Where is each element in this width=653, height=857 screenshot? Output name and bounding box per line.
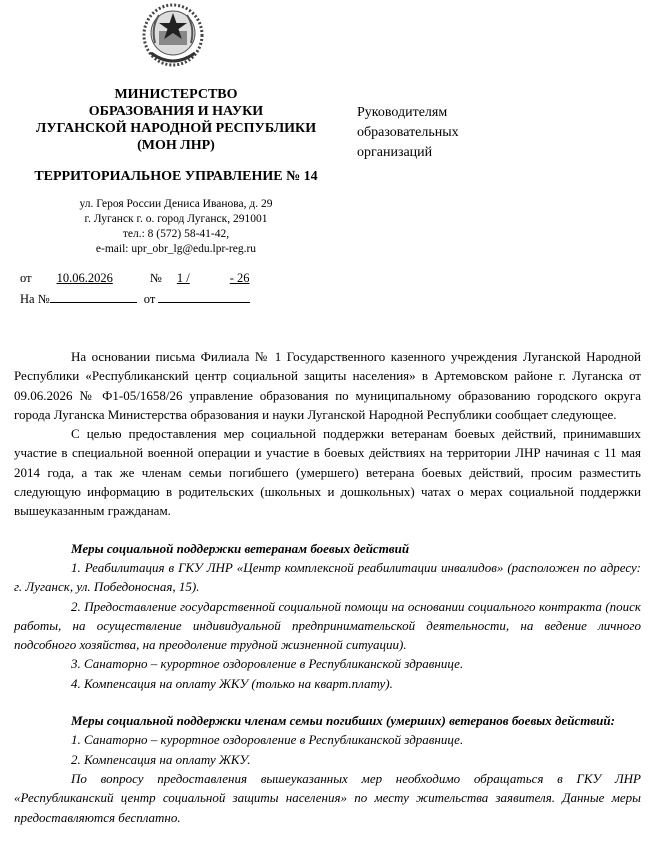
letter-body: [14, 347, 641, 827]
ministry-line: ОБРАЗОВАНИЯ И НАУКИ: [88, 104, 264, 119]
number-label: №: [149, 271, 162, 285]
closing-paragraph: По вопросу предоставления вышеуказанных мер необходимо обращаться в ГКУ ЛНР «Республиканский центр социальной защиты населения» по месту жительства заявителя. Данные меры предоставляются бесплатно.: [14, 770, 641, 825]
address-block: [0, 197, 352, 257]
address-line: ул. Героя России Дениса Иванова, д. 29: [79, 198, 273, 210]
ministry-line: МИНИСТЕРСТВО: [114, 87, 238, 102]
outgoing-reference: [20, 268, 263, 288]
ministry-line: ЛУГАНСКОЙ НАРОДНОЙ РЕСПУБЛИКИ: [35, 121, 317, 136]
from-label: от: [20, 271, 32, 285]
veterans-item: 2. Предоставление государственной социальной помощи на основании социального контракта (поиск работы, на осуществление индивидуальной предпринимательской деятельности, на ведение личного подсобного хозяйства, на преодоление трудной жизненной ситуации).: [14, 598, 641, 653]
incoming-reference: [20, 289, 250, 309]
recipient-line: Руководителям: [357, 105, 448, 120]
paragraph-purpose: С целью предоставления мер социальной поддержки ветеранам боевых действий, принимавших участие в специальной военной операции и участие в боевых действиях на территории ЛНР начиная с 11 мая 2014 года, а так же членам семьи погибшего (умершего) ветерана боевых действий, просим разместить следующую информацию в родительских (школьных и дошкольных) чатах о мерах социальной поддержки вышеуказанным гражданам.: [14, 426, 641, 519]
reply-from-label: от: [143, 292, 156, 306]
veterans-item: 3. Санаторно – курортное оздоровление в Республиканской здравнице.: [71, 656, 464, 672]
ministry-line: (МОН ЛНР): [137, 138, 215, 153]
recipient-block: [357, 103, 459, 163]
recipient-line: организаций: [357, 145, 433, 160]
reply-label: На №: [20, 292, 50, 306]
address-line: г. Луганск г. о. город Луганск, 291001: [84, 213, 268, 225]
reply-date-blank: [158, 290, 250, 303]
veterans-heading: Меры социальной поддержки ветеранам боевых действий: [71, 540, 410, 556]
address-line: e-mail: upr_obr_lg@edu.lpr-reg.ru: [95, 243, 257, 255]
document-number: [177, 268, 263, 288]
family-item: 2. Компенсация на оплату ЖКУ.: [71, 751, 251, 767]
coat-of-arms-emblem: [141, 3, 205, 67]
reply-number-blank: [50, 290, 137, 303]
family-item: 1. Санаторно – курортное оздоровление в Республиканской здравнице.: [71, 732, 464, 748]
veterans-item: 1. Реабилитация в ГКУ ЛНР «Центр комплексной реабилитации инвалидов» (расположен по адресу: г. Луганск, ул. Победоносная, 15).: [14, 559, 641, 595]
document-date: 10.06.2026: [56, 271, 113, 285]
number-start: 1 /: [176, 271, 190, 285]
ministry-name: [0, 86, 352, 154]
recipient-line: образовательных: [357, 125, 459, 140]
number-end: - 26: [229, 271, 250, 285]
address-line: тел.: 8 (572) 58-41-42,: [122, 228, 230, 240]
paragraph-basis: На основании письма Филиала № 1 Государственного казенного учреждения Луганской Народной Республики «Республиканский центр социальной защиты населения» в Артемовском районе г. Луганска от 09.06.2026 № Ф1-05/1658/26 управление образования по муниципальному образованию городского округа города Луганска Министерства образования и науки Луганской Народной Республики сообщает следующее.: [14, 349, 641, 422]
veterans-item: 4. Компенсация на оплату ЖКУ (только на кварт.плату).: [71, 675, 393, 691]
family-heading: Меры социальной поддержки членам семьи погибших (умерших) ветеранов боевых действий:: [71, 713, 615, 729]
department-name: ТЕРРИТОРИАЛЬНОЕ УПРАВЛЕНИЕ № 14: [34, 169, 318, 184]
